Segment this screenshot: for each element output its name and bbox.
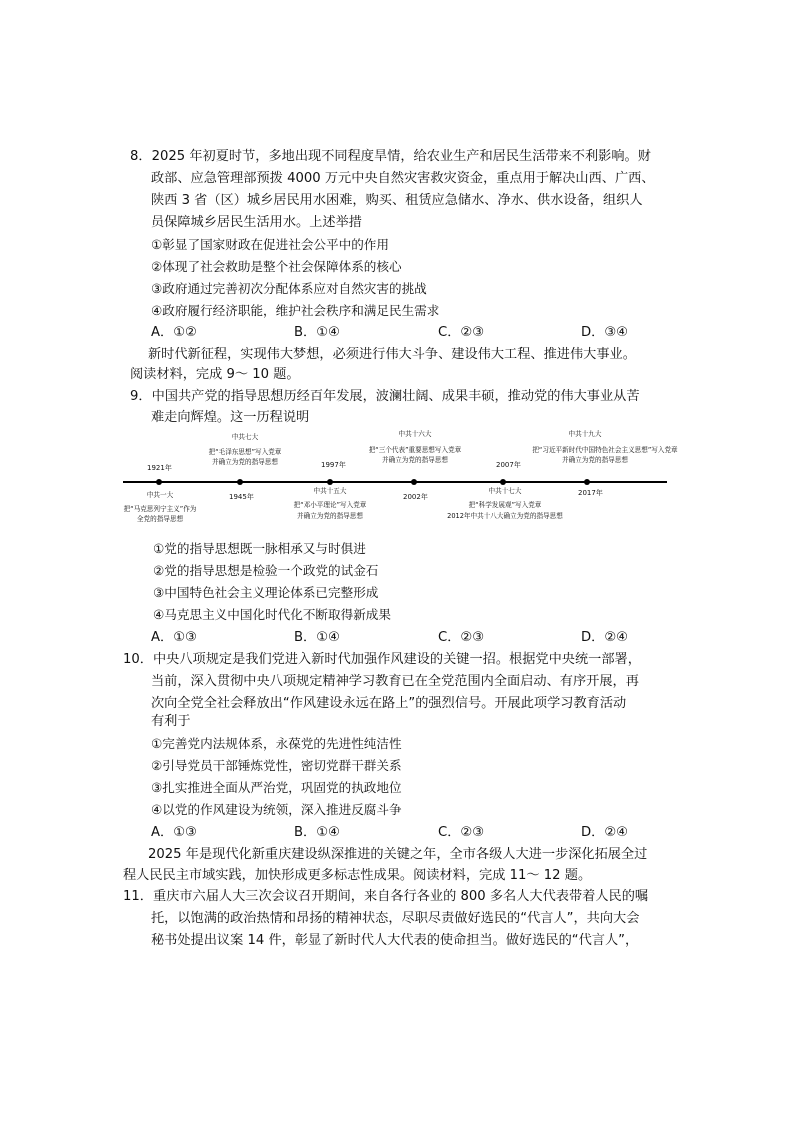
q9-option-a[interactable]: A．①③ (151, 630, 197, 645)
q8-statement-3: ③政府通过完善初次分配体系应对自然灾害的挑战 (151, 281, 427, 296)
timeline-event-desc: 并确立为党的指导思想 (212, 458, 278, 466)
q8-line-4: 员保障城乡居民生活用水。上述举措 (151, 215, 362, 230)
q10-line-3: 次向全党全社会释放出“作风建设永远在路上”的强烈信号。开展此项学习教育活动 (151, 696, 627, 711)
intro-9-10-line-1: 新时代新征程，实现伟大梦想，必须进行伟大斗争、建设伟大工程、推进伟大事业。 (148, 347, 636, 362)
timeline-event-desc: 并确立为党的指导思想 (297, 512, 363, 520)
q10-statement-2: ②引导党员干部锤炼党性，密切党群干群关系 (151, 758, 402, 773)
intro-9-10-line-2: 阅读材料，完成 9～ 10 题。 (130, 367, 300, 382)
q10-line-4: 有利于 (151, 714, 191, 729)
timeline-event-title: 中共十九大 (568, 430, 602, 438)
q10-statement-4: ④以党的作风建设为统领，深入推进反腐斗争 (151, 802, 402, 817)
timeline-node-2017 (584, 479, 590, 485)
timeline-event-desc: 把“三个代表”重要思想写入党章 (368, 446, 462, 454)
q11-line-3: 秘书处提出议案 14 件，彰显了新时代人大代表的使命担当。做好选民的“代言人”， (151, 933, 639, 948)
q9-line-1: 9．中国共产党的指导思想历经百年发展，波澜壮阔、成果丰硕，推动党的伟大事业从苦 (130, 389, 640, 404)
q9-option-d[interactable]: D．②④ (581, 630, 628, 645)
q9-statement-2: ②党的指导思想是检验一个政党的试金石 (153, 563, 379, 578)
q8-line-1: 8．2025 年初夏时节，多地出现不同程度旱情，给农业生产和居民生活带来不利影响。财 (130, 149, 651, 164)
q9-option-c[interactable]: C．②③ (438, 630, 485, 645)
timeline-event-title: 中共一大 (146, 491, 174, 499)
q8-line-2: 政部、应急管理部预拨 4000 万元中央自然灾害救灾资金，重点用于解决山西、广西、 (151, 171, 655, 186)
timeline-node-2002 (411, 479, 417, 485)
timeline-year-2007: 2007年 (496, 461, 521, 469)
timeline-node-1921 (156, 479, 162, 485)
timeline-node-2007 (500, 479, 506, 485)
timeline-event-desc: 把“毛泽东思想”写入党章 (208, 448, 282, 456)
timeline-year-2002: 2002年 (403, 493, 428, 501)
q8-statement-1: ①彰显了国家财政在促进社会公平中的作用 (151, 237, 389, 252)
timeline-event-desc: 并确立为党的指导思想 (382, 456, 448, 464)
timeline-event-desc: 2012年中共十八大确立为党的指导思想 (447, 512, 563, 520)
q8-option-a[interactable]: A．①② (151, 325, 197, 340)
timeline-event-desc: 并确立为党的指导思想 (562, 456, 628, 464)
q8-option-b[interactable]: B．①④ (294, 325, 340, 340)
q9-line-2: 难走向辉煌。这一历程说明 (151, 410, 310, 425)
timeline-year-1997: 1997年 (321, 461, 346, 469)
q9-option-b[interactable]: B．①④ (294, 630, 340, 645)
q9-statement-1: ①党的指导思想既一脉相承又与时俱进 (153, 541, 366, 556)
timeline-event-desc: 把“科学发展观”写入党章 (468, 501, 542, 509)
q10-option-b[interactable]: B．①④ (294, 825, 340, 840)
q10-line-1: 10．中央八项规定是我们党进入新时代加强作风建设的关键一招。根据党中央统一部署， (123, 652, 641, 667)
q11-line-2: 托，以饱满的政治热情和昂扬的精神状态，尽职尽责做好选民的“代言人”，共向大会 (151, 911, 640, 926)
timeline-event-desc: 把“邓小平理论”写入党章 (293, 501, 367, 509)
timeline-event-title: 中共十七大 (488, 487, 522, 495)
q10-line-2: 当前，深入贯彻中央八项规定精神学习教育已在全党范围内全面启动、有序开展，再 (151, 674, 639, 689)
q8-statement-4: ④政府履行经济职能，维护社会秩序和满足民生需求 (151, 303, 440, 318)
q9-statement-3: ③中国特色社会主义理论体系已完整形成 (153, 585, 379, 600)
timeline-event-desc: 把“马克思列宁主义”作为 (123, 505, 197, 513)
q10-statement-1: ①完善党内法规体系，永葆党的先进性纯洁性 (151, 736, 402, 751)
q8-statement-2: ②体现了社会救助是整个社会保障体系的核心 (151, 259, 402, 274)
timeline-event-desc: 把“习近平新时代中国特色社会主义思想”写入党章 (532, 446, 678, 454)
timeline-year-2017: 2017年 (578, 489, 603, 497)
q8-option-c[interactable]: C．②③ (438, 325, 485, 340)
q11-line-1: 11．重庆市六届人大三次会议召开期间，来自各行各业的 800 多名人大代表带着人民的嘱 (123, 889, 649, 904)
q10-option-c[interactable]: C．②③ (438, 825, 485, 840)
timeline-year-1921: 1921年 (147, 464, 172, 472)
intro-11-12-line-1: 2025 年是现代化新重庆建设纵深推进的关键之年，全市各级人大进一步深化拓展全过 (148, 847, 648, 862)
q8-line-3: 陕西 3 省（区）城乡居民用水困难，购买、租赁应急储水、净水、供水设备，组织人 (151, 193, 643, 208)
timeline-node-1997 (327, 479, 333, 485)
timeline-event-desc: 全党的指导思想 (136, 515, 184, 523)
q10-statement-3: ③扎实推进全面从严治党，巩固党的执政地位 (151, 780, 402, 795)
timeline-event-title: 中共十六大 (398, 430, 432, 438)
timeline-node-1945 (237, 479, 243, 485)
timeline-event-title: 中共七大 (231, 433, 259, 441)
timeline-event-title: 中共十五大 (313, 487, 347, 495)
timeline-year-1945: 1945年 (229, 493, 254, 501)
q8-option-d[interactable]: D．③④ (581, 325, 628, 340)
intro-11-12-line-2: 程人民民主市域实践，加快形成更多标志性成果。阅读材料，完成 11～ 12 题。 (123, 868, 592, 883)
q9-statement-4: ④马克思主义中国化时代化不断取得新成果 (153, 607, 391, 622)
q10-option-a[interactable]: A．①③ (151, 825, 197, 840)
q10-option-d[interactable]: D．②④ (581, 825, 628, 840)
